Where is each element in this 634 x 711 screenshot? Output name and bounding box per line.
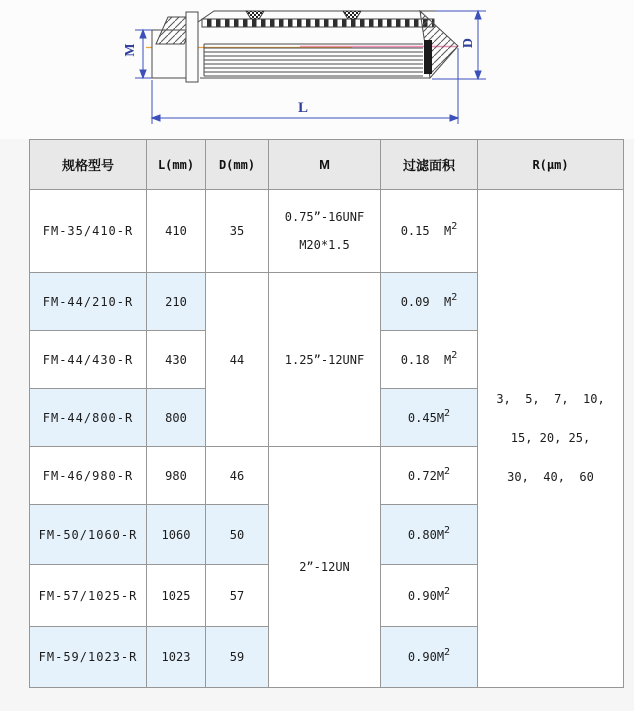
- col-header-r: R(μm): [478, 140, 624, 190]
- dim-label-d: D: [461, 37, 476, 49]
- thread-spec-line: M20*1.5: [299, 238, 350, 252]
- cell-d: 35: [206, 190, 269, 273]
- cell-r-merged: [478, 190, 624, 688]
- cell-model: FM-44/800-R: [30, 389, 147, 447]
- cell-l: 410: [147, 190, 206, 273]
- area-exponent: 2: [444, 465, 451, 477]
- area-value: 0.80M: [407, 527, 445, 542]
- table-header-row: [30, 140, 624, 190]
- area-exponent: 2: [444, 524, 451, 536]
- cell-l: 800: [147, 389, 206, 447]
- cell-d: 50: [206, 505, 269, 565]
- cell-m: [269, 190, 381, 273]
- mesh-flag: [343, 11, 361, 19]
- area-exponent: 2: [451, 349, 458, 361]
- filter-drawing-panel: [0, 0, 634, 139]
- pleats: [204, 44, 423, 76]
- cell-model: FM-35/410-R: [30, 190, 147, 273]
- area-value: 0.90M: [407, 588, 445, 603]
- cell-d: 46: [206, 447, 269, 505]
- col-header-l: L(mm): [147, 140, 206, 190]
- table-row: [30, 190, 624, 273]
- cell-model: FM-50/1060-R: [30, 505, 147, 565]
- dim-label-l: L: [297, 100, 309, 116]
- cell-area: [381, 389, 478, 447]
- cell-model: FM-44/210-R: [30, 273, 147, 331]
- filter-element-diagram: [0, 0, 634, 139]
- seal-bar: [424, 40, 432, 74]
- micron-ratings-line: 15, 20, 25,: [510, 431, 591, 445]
- cell-l: 980: [147, 447, 206, 505]
- cell-area: [381, 331, 478, 389]
- area-value: 0.15 M: [400, 224, 452, 238]
- area-exponent: 2: [451, 221, 458, 232]
- col-header-area: 过滤面积: [381, 140, 478, 190]
- cell-l: 210: [147, 273, 206, 331]
- micron-ratings-line: 3, 5, 7, 10,: [496, 392, 605, 406]
- flange: [186, 12, 198, 82]
- cell-l: 1025: [147, 565, 206, 627]
- col-header-d: D(mm): [206, 140, 269, 190]
- area-value: 0.18 M: [400, 352, 452, 367]
- col-header-model: 规格型号: [30, 140, 147, 190]
- area-exponent: 2: [444, 647, 451, 658]
- micron-ratings-line: 30, 40, 60: [507, 470, 594, 484]
- cell-l: 1060: [147, 505, 206, 565]
- mesh-band: [202, 19, 434, 27]
- cell-d: 59: [206, 627, 269, 688]
- area-exponent: 2: [444, 407, 451, 419]
- area-value: 0.09 M: [400, 294, 452, 309]
- cell-area: [381, 190, 478, 273]
- cell-area: [381, 273, 478, 331]
- cell-m-merged: 1.25”-12UNF: [269, 273, 381, 447]
- cell-d: 57: [206, 565, 269, 627]
- cell-model: FM-57/1025-R: [30, 565, 147, 627]
- cell-l: 430: [147, 331, 206, 389]
- area-exponent: 2: [451, 291, 458, 303]
- cell-l: 1023: [147, 627, 206, 688]
- area-value: 0.90M: [407, 650, 445, 664]
- mesh-flag: [246, 11, 264, 19]
- cell-area: [381, 565, 478, 627]
- thread-spec-line: 0.75”-16UNF: [284, 210, 365, 224]
- cell-area: [381, 627, 478, 688]
- cell-area: [381, 447, 478, 505]
- cell-model: FM-46/980-R: [30, 447, 147, 505]
- cell-d-merged: 44: [206, 273, 269, 447]
- cell-model: FM-59/1023-R: [30, 627, 147, 688]
- cell-model: FM-44/430-R: [30, 331, 147, 389]
- col-header-m: M: [269, 140, 381, 190]
- dim-label-m: M: [123, 43, 138, 57]
- spec-table: [29, 139, 624, 688]
- area-exponent: 2: [444, 585, 451, 597]
- cell-m-merged: 2”-12UN: [269, 447, 381, 688]
- cell-area: [381, 505, 478, 565]
- area-value: 0.72M: [407, 468, 445, 483]
- area-value: 0.45M: [407, 410, 445, 425]
